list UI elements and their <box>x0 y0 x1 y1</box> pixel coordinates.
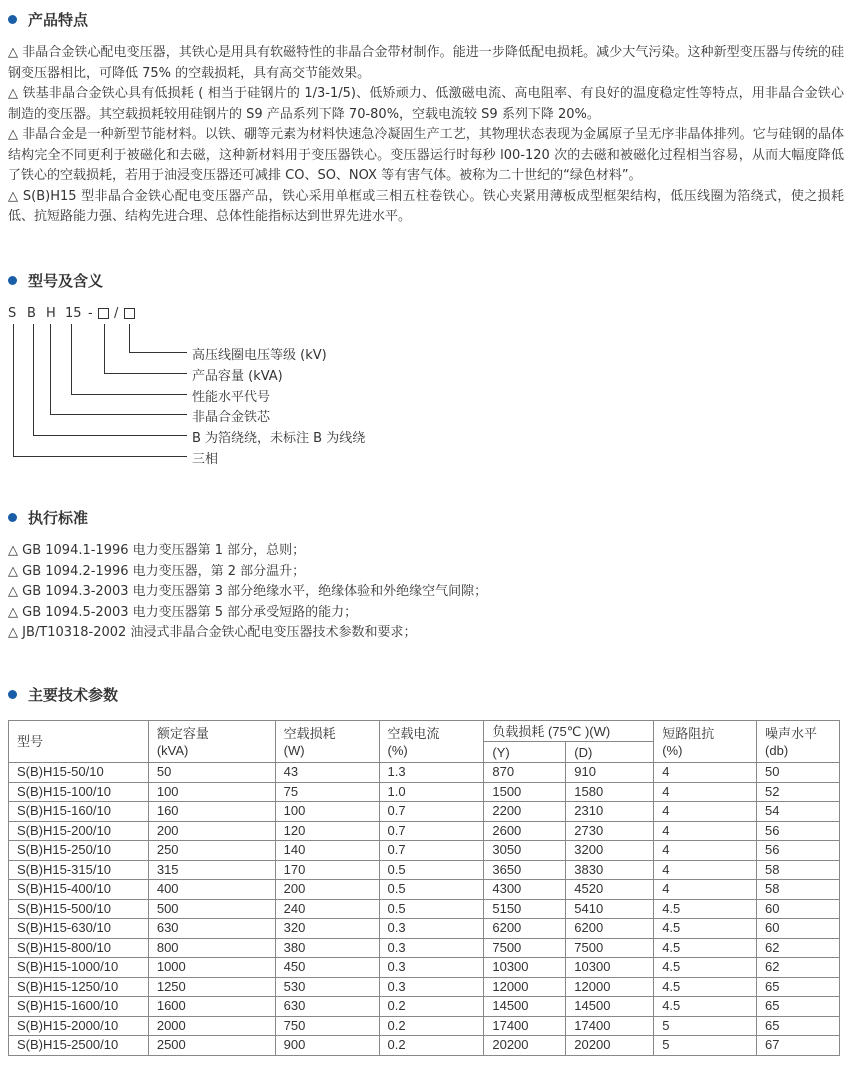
table-cell: 65 <box>757 997 840 1017</box>
table-cell: 0.2 <box>379 997 484 1017</box>
table-cell: 3650 <box>484 860 566 880</box>
table-cell: 0.7 <box>379 821 484 841</box>
table-header-row <box>9 721 840 742</box>
table-cell: 4.5 <box>654 938 757 958</box>
standards-item: △ GB 1094.2-1996 电力变压器，第 2 部分温升； <box>8 563 306 579</box>
table-cell: 2730 <box>566 821 654 841</box>
params-table <box>8 720 840 1056</box>
table-cell: 62 <box>757 958 840 978</box>
table-cell: 20200 <box>484 1036 566 1056</box>
table-cell: 120 <box>275 821 379 841</box>
table-cell: 250 <box>148 841 275 861</box>
table-cell: 60 <box>757 899 840 919</box>
table-cell: 56 <box>757 841 840 861</box>
model-meaning: 产品容量 (kVA) <box>192 369 283 384</box>
placeholder-box-icon <box>124 308 135 319</box>
header-no-load-loss: 空载损耗 (W) <box>275 721 379 763</box>
table-row <box>9 880 840 900</box>
model-code-char: / <box>114 306 119 321</box>
table-cell: 54 <box>757 802 840 822</box>
table-row <box>9 899 840 919</box>
table-row <box>9 919 840 939</box>
table-cell: S(B)H15-50/10 <box>9 763 149 783</box>
table-cell: 630 <box>275 997 379 1017</box>
model-code-char: B <box>27 306 36 321</box>
table-cell: 530 <box>275 977 379 997</box>
table-cell: 2310 <box>566 802 654 822</box>
table-cell: 160 <box>148 802 275 822</box>
table-cell: 0.7 <box>379 802 484 822</box>
table-cell: 200 <box>275 880 379 900</box>
table-row <box>9 782 840 802</box>
table-cell: S(B)H15-100/10 <box>9 782 149 802</box>
table-cell: 100 <box>148 782 275 802</box>
table-cell: 0.3 <box>379 958 484 978</box>
table-cell: 4 <box>654 880 757 900</box>
header-model: 型号 <box>9 721 149 763</box>
table-cell: 750 <box>275 1016 379 1036</box>
table-cell: 3830 <box>566 860 654 880</box>
model-meaning: 性能水平代号 <box>192 390 271 405</box>
features-paragraph: △ 铁基非晶合金铁心具有低损耗 ( 相当于硅钢片的 1/3-1/5)、低矫顽力、低激磁电流、高电阻率、有良好的温度稳定性等特点，用非晶合金铁心制造的变压器。其空载损耗较用硅钢片的 S9 产品系列下降 70-80%，空载电流较 S9 系列下降 20%。 <box>8 86 844 122</box>
model-title: 型号及含义 <box>28 272 104 290</box>
table-row <box>9 841 840 861</box>
table-cell: 17400 <box>566 1016 654 1036</box>
table-cell: 52 <box>757 782 840 802</box>
model-meaning: 三相 <box>192 452 219 467</box>
table-cell: 67 <box>757 1036 840 1056</box>
header-load-loss-y: (Y) <box>484 742 566 763</box>
table-cell: 0.3 <box>379 977 484 997</box>
params-table-body <box>9 763 840 1056</box>
table-cell: 400 <box>148 880 275 900</box>
table-cell: 140 <box>275 841 379 861</box>
table-cell: 14500 <box>484 997 566 1017</box>
table-cell: 4300 <box>484 880 566 900</box>
header-impedance: 短路阻抗 (%) <box>654 721 757 763</box>
model-code-char: 15 <box>65 306 82 321</box>
standards-item: △ GB 1094.3-2003 电力变压器第 3 部分绝缘水平，绝缘体验和外绝缘空气间隙； <box>8 584 488 599</box>
standards-list <box>8 541 487 644</box>
table-row <box>9 1036 840 1056</box>
table-cell: 910 <box>566 763 654 783</box>
table-cell: 7500 <box>566 938 654 958</box>
table-cell: 43 <box>275 763 379 783</box>
header-noise: 噪声水平 (db) <box>757 721 840 763</box>
table-cell: 630 <box>148 919 275 939</box>
table-cell: 4.5 <box>654 899 757 919</box>
table-cell: 56 <box>757 821 840 841</box>
table-cell: S(B)H15-2000/10 <box>9 1016 149 1036</box>
table-row <box>9 1016 840 1036</box>
table-cell: 10300 <box>566 958 654 978</box>
table-cell: 0.7 <box>379 841 484 861</box>
table-row <box>9 821 840 841</box>
table-cell: 60 <box>757 919 840 939</box>
model-code-char: H <box>46 306 56 321</box>
table-cell: 315 <box>148 860 275 880</box>
table-cell: S(B)H15-1600/10 <box>9 997 149 1017</box>
table-cell: 0.2 <box>379 1016 484 1036</box>
table-cell: 3050 <box>484 841 566 861</box>
table-cell: 2500 <box>148 1036 275 1056</box>
table-cell: 5 <box>654 1016 757 1036</box>
table-cell: 17400 <box>484 1016 566 1036</box>
table-cell: 200 <box>148 821 275 841</box>
section-bullet-icon <box>8 276 17 285</box>
placeholder-box-icon <box>98 308 109 319</box>
table-cell: 2600 <box>484 821 566 841</box>
standards-item: △ GB 1094.5-2003 电力变压器第 5 部分承受短路的能力； <box>8 604 358 620</box>
model-meaning: 高压线圈电压等级 (kV) <box>192 348 327 363</box>
table-cell: 100 <box>275 802 379 822</box>
table-cell: 900 <box>275 1036 379 1056</box>
table-cell: 5150 <box>484 899 566 919</box>
table-cell: S(B)H15-630/10 <box>9 919 149 939</box>
table-cell: S(B)H15-1000/10 <box>9 958 149 978</box>
standards-title: 执行标准 <box>28 509 89 527</box>
section-title-features <box>8 9 88 30</box>
table-cell: S(B)H15-200/10 <box>9 821 149 841</box>
table-cell: 58 <box>757 880 840 900</box>
table-cell: 10300 <box>484 958 566 978</box>
table-row <box>9 802 840 822</box>
table-cell: 4 <box>654 802 757 822</box>
model-code-char: S <box>8 306 17 321</box>
section-bullet-icon <box>8 15 17 24</box>
features-paragraph: △ 非晶合金是一种新型节能材料。以铁、硼等元素为材料快速急冷凝固生产工艺，其物理状态表现为金属原子呈无序非晶体排列。它与硅钢的晶体结构完全不同更利于被磁化和去磁，这种新材料用于变压器铁心。变压器运行时每秒 l00-120 次的去磁和被磁化过程相当容易，从而大幅度降低了铁心的空载损耗，若用于油浸变压器还可减排 CO、SO、NOX 等有害气体。被称为二十世纪的“绿色材料”。 <box>8 127 844 183</box>
table-cell: 2000 <box>148 1016 275 1036</box>
table-cell: 4 <box>654 841 757 861</box>
table-cell: 6200 <box>566 919 654 939</box>
model-code-char: - <box>88 306 93 321</box>
table-cell: S(B)H15-250/10 <box>9 841 149 861</box>
table-cell: S(B)H15-400/10 <box>9 880 149 900</box>
table-cell: 4520 <box>566 880 654 900</box>
table-cell: S(B)H15-2500/10 <box>9 1036 149 1056</box>
table-cell: 6200 <box>484 919 566 939</box>
table-cell: 2200 <box>484 802 566 822</box>
table-cell: 4 <box>654 821 757 841</box>
table-cell: 4.5 <box>654 958 757 978</box>
table-row <box>9 977 840 997</box>
table-cell: 4.5 <box>654 997 757 1017</box>
table-cell: 4.5 <box>654 919 757 939</box>
table-cell: 4 <box>654 782 757 802</box>
standards-item: △ JB/T10318-2002 油浸式非晶合金铁心配电变压器技术参数和要求； <box>8 625 417 640</box>
table-cell: S(B)H15-500/10 <box>9 899 149 919</box>
table-cell: 4.5 <box>654 977 757 997</box>
table-cell: 62 <box>757 938 840 958</box>
table-cell: S(B)H15-315/10 <box>9 860 149 880</box>
section-bullet-icon <box>8 513 17 522</box>
header-no-load-current: 空载电流 (%) <box>379 721 484 763</box>
table-row <box>9 958 840 978</box>
table-cell: 1.0 <box>379 782 484 802</box>
table-cell: 0.2 <box>379 1036 484 1056</box>
table-cell: 3200 <box>566 841 654 861</box>
table-cell: 50 <box>757 763 840 783</box>
table-row <box>9 763 840 783</box>
table-cell: 75 <box>275 782 379 802</box>
table-cell: 14500 <box>566 997 654 1017</box>
table-cell: 0.5 <box>379 880 484 900</box>
section-title-params <box>8 684 118 705</box>
table-cell: 320 <box>275 919 379 939</box>
header-capacity: 额定容量 (kVA) <box>148 721 275 763</box>
table-cell: 170 <box>275 860 379 880</box>
table-cell: 0.5 <box>379 860 484 880</box>
table-cell: 5410 <box>566 899 654 919</box>
header-load-loss-d: (D) <box>566 742 654 763</box>
table-row <box>9 860 840 880</box>
table-cell: 1600 <box>148 997 275 1017</box>
table-cell: 500 <box>148 899 275 919</box>
table-cell: 12000 <box>484 977 566 997</box>
section-title-standards <box>8 507 88 528</box>
features-title: 产品特点 <box>28 11 89 29</box>
table-cell: 0.3 <box>379 938 484 958</box>
table-cell: 1.3 <box>379 763 484 783</box>
features-paragraph: △ S(B)H15 型非晶合金铁心配电变压器产品，铁心采用单框或三相五柱卷铁心。铁心夹紧用薄板成型框架结构，低压线圈为箔绕式，使之损耗低、抗短路能力强、结构先进合理、总体性能指标达到世界先进水平。 <box>8 188 844 224</box>
table-cell: 0.3 <box>379 919 484 939</box>
table-cell: 65 <box>757 1016 840 1036</box>
model-meaning: 非晶合金铁芯 <box>192 410 271 425</box>
table-cell: 450 <box>275 958 379 978</box>
table-cell: 58 <box>757 860 840 880</box>
table-cell: 4 <box>654 763 757 783</box>
table-cell: 800 <box>148 938 275 958</box>
table-cell: 20200 <box>566 1036 654 1056</box>
table-cell: 50 <box>148 763 275 783</box>
section-title-model <box>8 270 103 291</box>
header-load-loss: 负载损耗 (75℃ )(W) <box>484 721 654 742</box>
features-paragraphs <box>8 43 844 228</box>
table-cell: 0.5 <box>379 899 484 919</box>
table-row <box>9 997 840 1017</box>
table-cell: 1580 <box>566 782 654 802</box>
features-paragraph: △ 非晶合金铁心配电变压器，其铁心是用具有软磁特性的非晶合金带材制作。能进一步降低配电损耗。减少大气污染。这种新型变压器与传统的硅钢变压器相比，可降低 75% 的空载损耗，具有高交节能效果。 <box>8 45 844 81</box>
standards-item: △ GB 1094.1-1996 电力变压器第 1 部分，总则； <box>8 543 306 558</box>
model-meaning: B 为箔绕绕，未标注 B 为线绕 <box>192 431 366 446</box>
table-cell: 1500 <box>484 782 566 802</box>
table-cell: S(B)H15-800/10 <box>9 938 149 958</box>
table-cell: S(B)H15-160/10 <box>9 802 149 822</box>
table-row <box>9 938 840 958</box>
table-cell: 1000 <box>148 958 275 978</box>
table-cell: 870 <box>484 763 566 783</box>
section-bullet-icon <box>8 690 17 699</box>
table-cell: 1250 <box>148 977 275 997</box>
table-cell: 380 <box>275 938 379 958</box>
params-title: 主要技术参数 <box>28 686 119 704</box>
table-cell: S(B)H15-1250/10 <box>9 977 149 997</box>
table-cell: 65 <box>757 977 840 997</box>
table-cell: 12000 <box>566 977 654 997</box>
table-cell: 4 <box>654 860 757 880</box>
table-cell: 240 <box>275 899 379 919</box>
table-cell: 7500 <box>484 938 566 958</box>
table-cell: 5 <box>654 1036 757 1056</box>
